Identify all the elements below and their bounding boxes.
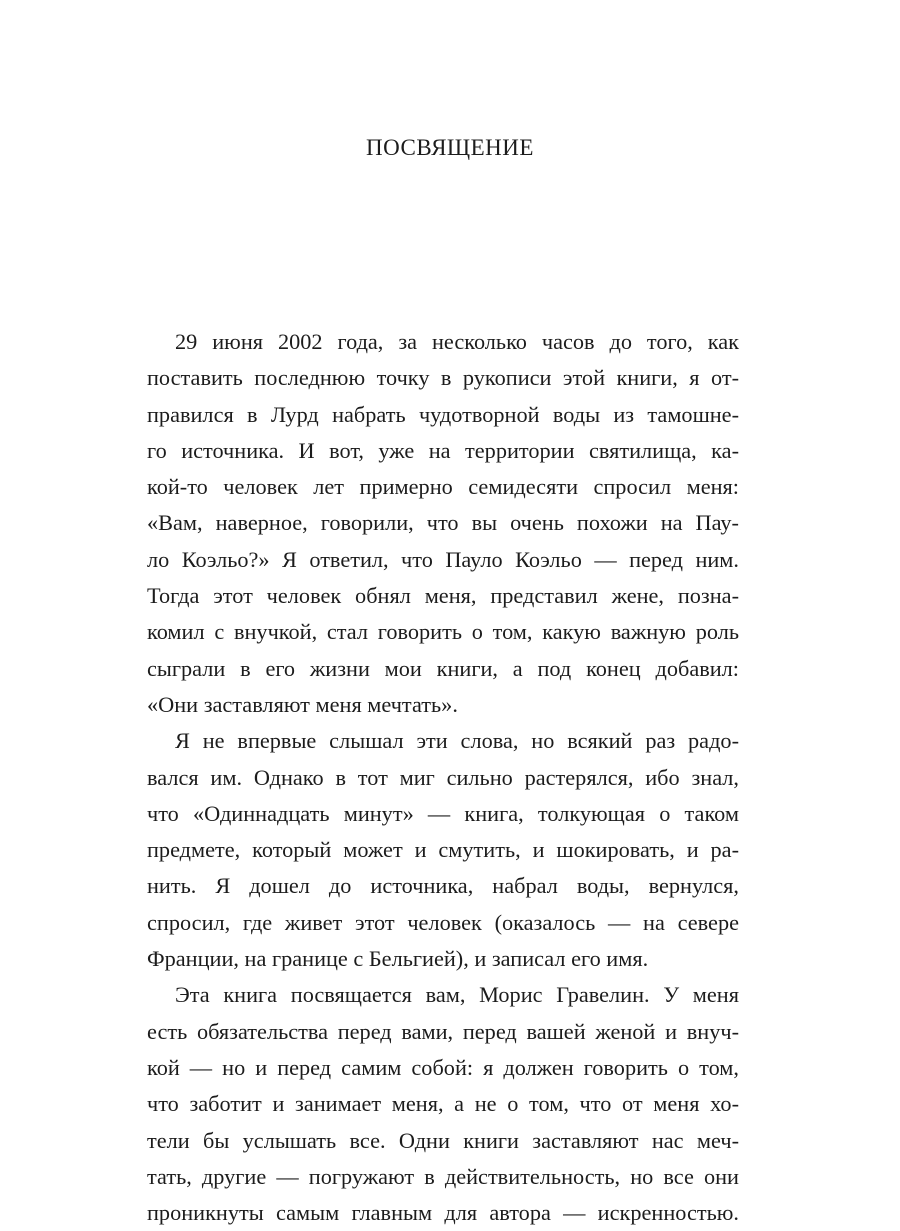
text-line: предмете, который может и смутить, и шокировать, и ра- — [147, 837, 739, 863]
text-line: тать, другие — погружают в действительность, но все они — [147, 1163, 739, 1189]
text-line: ло Коэльо?» Я ответил, что Пауло Коэльо — перед ним. — [147, 546, 739, 572]
text-line: поставить последнюю точку в рукописи этой книги, я от- — [147, 365, 739, 391]
text-line: проникнуты самым главным для автора — искренностью. — [147, 1200, 739, 1226]
text-line: Я не впервые слышал эти слова, но всякий раз радо- — [175, 728, 739, 754]
text-line: сыграли в его жизни мои книги, а под конец добавил: — [147, 655, 739, 681]
text-line: тели бы услышать все. Одни книги заставляют нас меч- — [147, 1127, 739, 1153]
text-line: кой — но и перед самим собой: я должен говорить о том, — [147, 1054, 739, 1080]
text-line: «Они заставляют меня мечтать». — [147, 691, 458, 717]
paragraph-2 — [147, 723, 739, 977]
paragraph-1 — [147, 324, 739, 723]
text-line: есть обязательства перед вами, перед вашей женой и внуч- — [147, 1018, 739, 1044]
text-line: комил с внучкой, стал говорить о том, какую важную роль — [147, 619, 739, 645]
text-line: «Вам, наверное, говорили, что вы очень похожи на Пау- — [147, 510, 739, 536]
text-line: Эта книга посвящается вам, Морис Гравелин. У меня — [175, 982, 739, 1008]
text-line: вался им. Однако в тот миг сильно растерялся, ибо знал, — [147, 764, 739, 790]
text-line: Франции, на границе с Бельгией), и записал его имя. — [147, 946, 649, 972]
text-line: 29 июня 2002 года, за несколько часов до того, как — [175, 329, 739, 354]
text-line: го источника. И вот, уже на территории святилища, ка- — [147, 437, 739, 463]
text-line: кой-то человек лет примерно семидесяти спросил меня: — [147, 474, 739, 500]
text-line: что заботит и занимает меня, а не о том, что от меня хо- — [147, 1091, 739, 1117]
paragraph-3 — [147, 977, 739, 1231]
text-line: спросил, где живет этот человек (оказалось — на севере — [147, 909, 739, 935]
text-line: нить. Я дошел до источника, набрал воды, вернулся, — [147, 873, 739, 899]
dedication-text — [147, 324, 739, 1231]
text-line: что «Одиннадцать минут» — книга, толкующая о таком — [147, 800, 739, 826]
text-line: Тогда этот человек обнял меня, представил жене, позна- — [147, 583, 739, 609]
page-title: ПОСВЯЩЕНИЕ — [366, 135, 534, 160]
text-line: правился в Лурд набрать чудотворной воды из тамошне- — [147, 401, 739, 427]
